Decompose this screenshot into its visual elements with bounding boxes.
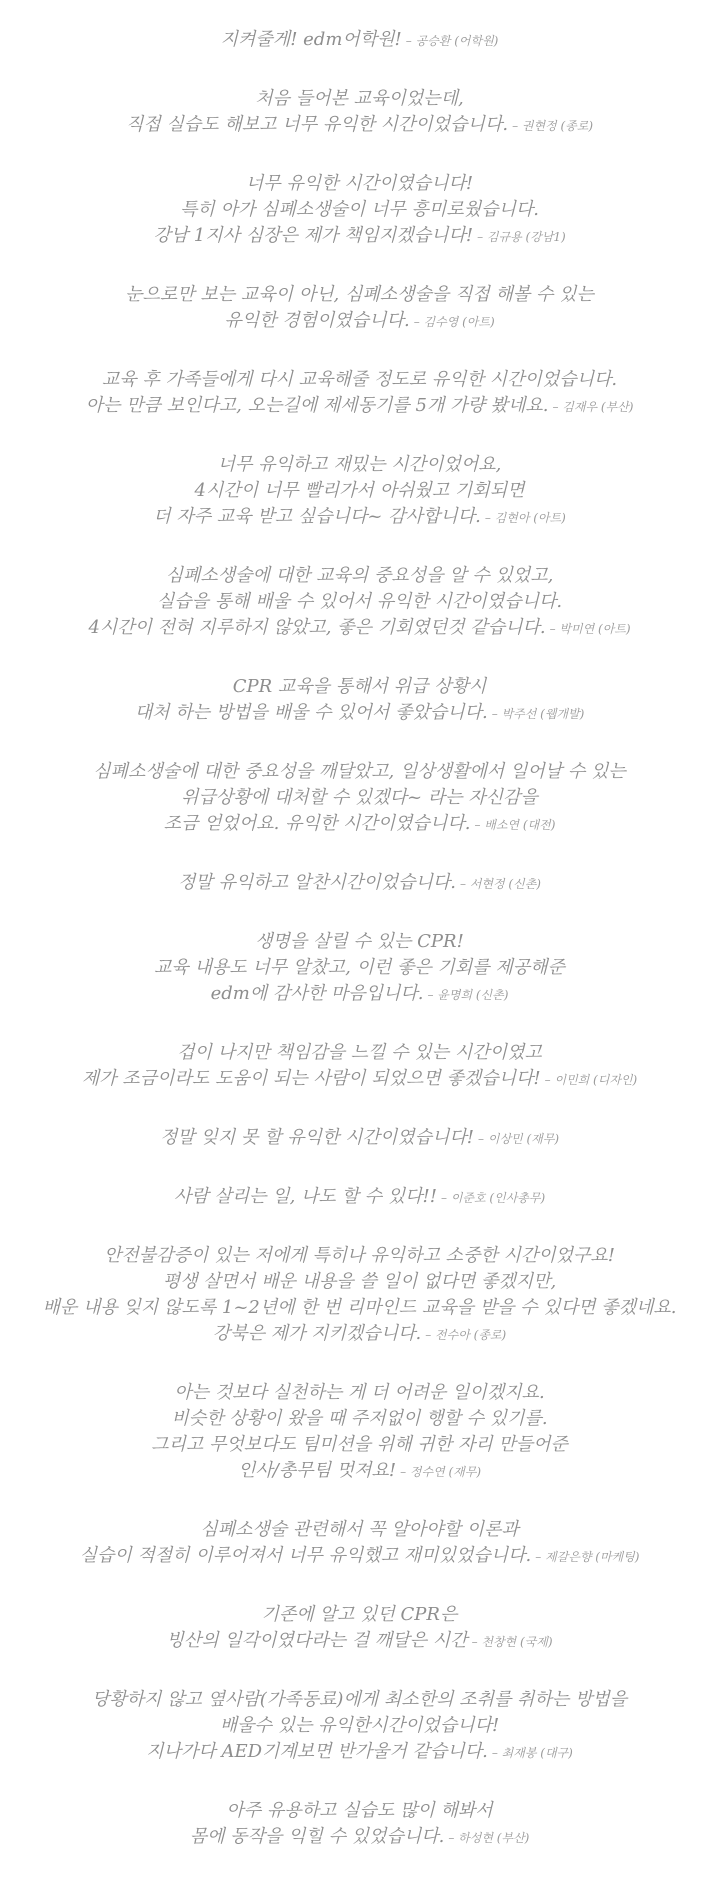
testimonial-text: 실습을 통해 배울 수 있어서 유익한 시간이였습니다.	[156, 591, 563, 612]
testimonial-text: 지나가다 AED기계보면 반가울거 같습니다.	[146, 1741, 488, 1762]
testimonial-item	[0, 1380, 719, 1485]
testimonial-author: – 서현정 (신촌)	[460, 877, 541, 891]
testimonial-line	[0, 197, 719, 223]
testimonial-text: 심폐소생술에 대한 교육의 중요성을 알 수 있었고,	[165, 565, 554, 586]
testimonial-line	[0, 452, 719, 478]
testimonial-author: – 김현아 (아트)	[484, 511, 566, 525]
testimonial-item	[0, 674, 719, 727]
testimonial-line	[0, 785, 719, 811]
testimonial-item	[0, 1184, 719, 1211]
testimonial-text: 강남 1지사 심장은 제가 책임지겠습니다!	[153, 225, 474, 246]
testimonial-text: 4시간이 전혀 지루하지 않았고, 좋은 기회였던것 같습니다.	[88, 617, 546, 638]
testimonial-text: 실습이 적절히 이루어져서 너무 유익했고 재미있었습니다.	[79, 1545, 532, 1566]
testimonial-author: – 김규용 (강남1)	[477, 230, 566, 244]
testimonial-text: 아는 만큼 보인다고, 오는길에 제세동기를 5개 가량 봤네요.	[85, 395, 549, 416]
testimonial-item	[0, 759, 719, 838]
testimonial-item	[0, 367, 719, 420]
testimonial-text: 더 자주 교육 받고 싶습니다~ 감사합니다.	[153, 506, 481, 527]
testimonial-text: 당황하지 않고 옆사람(가족동료)에게 최소한의 조취를 취하는 방법을	[91, 1689, 628, 1710]
testimonial-text: 겁이 나지만 책임감을 느낄 수 있는 시간이였고	[177, 1042, 542, 1063]
testimonial-text: 너무 유익하고 재밌는 시간이었어요,	[217, 454, 502, 475]
testimonial-line	[0, 282, 719, 308]
testimonial-line	[0, 615, 719, 642]
testimonial-item	[0, 171, 719, 250]
testimonial-item	[0, 929, 719, 1008]
testimonial-line	[0, 478, 719, 504]
testimonial-line	[0, 1066, 719, 1093]
testimonial-text: 안전불감증이 있는 저에게 특히나 유익하고 소중한 시간이었구요!	[103, 1245, 616, 1266]
testimonial-text: 빙산의 일각이였다라는 걸 깨달은 시간	[166, 1630, 468, 1651]
testimonial-text: 정말 잊지 못 할 유익한 시간이였습니다!	[159, 1127, 475, 1148]
testimonial-item	[0, 1687, 719, 1766]
testimonial-line	[0, 811, 719, 838]
testimonial-line	[0, 955, 719, 981]
testimonial-item	[0, 27, 719, 54]
testimonial-author: – 윤명희 (신촌)	[427, 988, 509, 1002]
testimonial-text: 4시간이 너무 빨리가서 아쉬웠고 기회되면	[194, 480, 525, 501]
testimonial-line	[0, 1243, 719, 1269]
testimonial-text: 몸에 동작을 익힐 수 있었습니다.	[189, 1826, 445, 1847]
testimonial-text: 대처 하는 방법을 배울 수 있어서 좋았습니다.	[134, 702, 488, 723]
testimonial-line	[0, 1458, 719, 1485]
testimonial-text: 처음 들어본 교육이었는데,	[255, 88, 464, 109]
testimonial-line	[0, 223, 719, 250]
testimonial-line	[0, 870, 719, 897]
testimonial-author: – 정수연 (재무)	[400, 1465, 482, 1479]
testimonial-line	[0, 1321, 719, 1348]
testimonial-line	[0, 86, 719, 112]
testimonial-text: 지켜줄게! edm어학원!	[220, 29, 402, 50]
testimonial-line	[0, 112, 719, 139]
testimonial-text: 직접 실습도 해보고 너무 유익한 시간이었습니다.	[125, 114, 509, 135]
testimonial-author: – 이준호 (인사총무)	[441, 1191, 546, 1205]
testimonial-text: 심폐소생술 관련해서 꼭 알아야할 이론과	[200, 1519, 519, 1540]
testimonial-line	[0, 563, 719, 589]
testimonial-item	[0, 1040, 719, 1093]
testimonial-line	[0, 393, 719, 420]
testimonial-text: 위급상황에 대처할 수 있겠다~ 라는 자신감을	[181, 787, 538, 808]
testimonial-line	[0, 171, 719, 197]
testimonial-item	[0, 1243, 719, 1348]
testimonial-line	[0, 367, 719, 393]
testimonial-text: 조금 얻었어요. 유익한 시간이였습니다.	[163, 813, 471, 834]
testimonial-line	[0, 1184, 719, 1211]
testimonial-item	[0, 1125, 719, 1152]
testimonial-line	[0, 1713, 719, 1739]
testimonial-line	[0, 1040, 719, 1066]
testimonial-line	[0, 1125, 719, 1152]
testimonial-author: – 공승환 (어학원)	[405, 34, 499, 48]
testimonial-author: – 이민희 (디자인)	[544, 1073, 638, 1087]
testimonial-author: – 천창현 (국제)	[471, 1635, 553, 1649]
testimonial-item	[0, 452, 719, 531]
testimonial-text: 아주 유용하고 실습도 많이 해봐서	[226, 1800, 493, 1821]
testimonial-line	[0, 1543, 719, 1570]
testimonial-text: 비슷한 상황이 왔을 때 주저없이 행할 수 있기를.	[171, 1408, 548, 1429]
testimonial-line	[0, 929, 719, 955]
testimonial-author: – 하성현 (부산)	[448, 1831, 530, 1845]
testimonial-text: 정말 유익하고 알찬시간이었습니다.	[178, 872, 457, 893]
testimonial-text: CPR 교육을 통해서 위급 상황시	[232, 676, 487, 697]
testimonial-text: 배운 내용 잊지 않도록 1~2년에 한 번 리마인드 교육을 받을 수 있다면 좋겠네요.	[42, 1297, 677, 1318]
testimonial-item	[0, 86, 719, 139]
testimonial-author: – 전수아 (종로)	[425, 1328, 507, 1342]
testimonial-line	[0, 1602, 719, 1628]
testimonial-author: – 박주선 (웹개발)	[491, 707, 585, 721]
testimonial-line	[0, 504, 719, 531]
testimonial-author: – 김수영 (아트)	[413, 315, 495, 329]
testimonial-text: 기존에 알고 있던 CPR은	[261, 1604, 458, 1625]
testimonial-author: – 김재우 (부산)	[552, 400, 634, 414]
testimonial-line	[0, 1295, 719, 1321]
testimonial-text: 그리고 무엇보다도 팀미션을 위해 귀한 자리 만들어준	[151, 1434, 568, 1455]
testimonial-text: 유익한 경험이였습니다.	[224, 310, 410, 331]
testimonial-author: – 최재봉 (대구)	[491, 1746, 573, 1760]
testimonial-author: – 박미연 (아트)	[549, 622, 631, 636]
testimonial-text: 사람 살리는 일, 나도 할 수 있다!!	[173, 1186, 438, 1207]
testimonial-text: 심폐소생술에 대한 중요성을 깨달았고, 일상생활에서 일어날 수 있는	[93, 761, 626, 782]
testimonial-text: 아는 것보다 실천하는 게 더 어려운 일이겠지요.	[174, 1382, 545, 1403]
testimonial-item	[0, 1517, 719, 1570]
testimonial-author: – 권현정 (종로)	[512, 119, 594, 133]
testimonial-line	[0, 981, 719, 1008]
testimonial-text: 너무 유익한 시간이였습니다!	[245, 173, 474, 194]
testimonial-item	[0, 870, 719, 897]
testimonial-text: 평생 살면서 배운 내용을 쓸 일이 없다면 좋겠지만,	[162, 1271, 557, 1292]
testimonial-author: – 이상민 (재무)	[478, 1132, 559, 1146]
testimonial-item	[0, 563, 719, 642]
testimonial-text: 눈으로만 보는 교육이 아닌, 심폐소생술을 직접 해볼 수 있는	[125, 284, 594, 305]
testimonial-text: 제가 조금이라도 도움이 되는 사람이 되었으면 좋겠습니다!	[81, 1068, 541, 1089]
testimonial-line	[0, 1269, 719, 1295]
testimonial-author: – 배소연 (대전)	[474, 818, 556, 832]
testimonial-line	[0, 589, 719, 615]
testimonial-item	[0, 1602, 719, 1655]
testimonial-line	[0, 1798, 719, 1824]
testimonial-line	[0, 1406, 719, 1432]
testimonial-line	[0, 1432, 719, 1458]
testimonial-line	[0, 1517, 719, 1543]
testimonial-line	[0, 27, 719, 54]
testimonial-line	[0, 308, 719, 335]
testimonial-text: 배울수 있는 유익한시간이었습니다!	[219, 1715, 500, 1736]
testimonial-text: 생명을 살릴 수 있는 CPR!	[255, 931, 464, 952]
testimonial-line	[0, 1628, 719, 1655]
testimonial-text: 인사/총무팀 멋져요!	[237, 1460, 397, 1481]
testimonial-item	[0, 1798, 719, 1851]
testimonial-line	[0, 1824, 719, 1851]
testimonial-line	[0, 674, 719, 700]
testimonial-author: – 제갈은향 (마케팅)	[535, 1550, 640, 1564]
testimonial-line	[0, 1687, 719, 1713]
testimonial-line	[0, 759, 719, 785]
testimonial-text: 교육 후 가족들에게 다시 교육해줄 정도로 유익한 시간이었습니다.	[101, 369, 618, 390]
testimonial-text: 특히 아가 심폐소생술이 너무 흥미로웠습니다.	[180, 199, 539, 220]
testimonial-text: 교육 내용도 너무 알찼고, 이런 좋은 기회를 제공해준	[154, 957, 565, 978]
testimonial-line	[0, 700, 719, 727]
testimonial-text: 강북은 제가 지키겠습니다.	[212, 1323, 422, 1344]
testimonial-item	[0, 282, 719, 335]
testimonial-text: edm에 감사한 마음입니다.	[210, 983, 424, 1004]
testimonial-line	[0, 1739, 719, 1766]
testimonial-line	[0, 1380, 719, 1406]
